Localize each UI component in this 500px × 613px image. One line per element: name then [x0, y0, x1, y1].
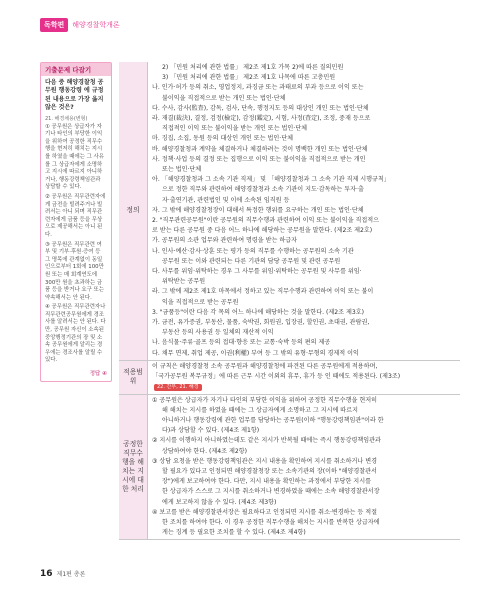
row-body [148, 395, 460, 540]
table-row [119, 361, 460, 395]
row-heading: 정의 [119, 62, 148, 360]
text-line: 마. 징집, 소집, 동원 등의 대상인 개인 또는 법인·단체 [152, 135, 293, 143]
text-line: 부동산 등의 사용권 등 일체의 재산적 이익 [162, 329, 274, 337]
text-line: 다. 사무를 위임·위탁하는 경우 그 사무를 위임·위탁하는 공무원 및 사무를 위임· [152, 268, 362, 276]
exam-badge-line [152, 382, 460, 392]
row-body [148, 62, 460, 360]
question-text: 다음 중 해양경찰청 공무원 행동강령 에 규정된 내용으로 가장 옳지 않은 것은? [45, 79, 104, 112]
text-line: 아니하거나 행동강령에 관한 업무를 담당하는 공무원(이하 "행동강령책임관"이라 한 [162, 416, 384, 424]
question-box-title: 기출문제 다잡기 [41, 63, 111, 76]
answer: 정답 ④ [89, 371, 107, 378]
text-line: 할 필요가 있다고 인정되면 해양경찰청장 또는 소속기관의 장(이하 "해양경찰관서 [162, 467, 377, 475]
option-1: ① 공무원은 상급자가 자기나 타인의 부당한 이익을 위하여 공정한 직무수행을 현저히 해치는 지시를 하였을 때에는 그 사유를 그 상급자에게 소명하고 지시에 따르지 아니하거나, 행동강령책임관과 상담할 수 있다. [45, 123, 104, 191]
text-line: 다. 수사, 감사(監査), 감독, 검사, 단속, 행정지도 등의 대상인 개인 또는 법인·단체 [152, 104, 369, 112]
sidebar [40, 62, 112, 582]
text-line: 로 받는 다른 공무원 중 다음 어느 하나에 해당하는 공무원을 말한다. (제2조 제2호) [152, 227, 373, 235]
text-line: 3. "금품등"이란 다음 각 목의 어느 하나에 해당하는 것을 말한다. (제2조 제3호) [152, 308, 364, 316]
text-line: 다. 채무 면제, 취업 제공, 이권(利權) 부여 등 그 밖의 유형·무형의 경제적 이익 [152, 349, 359, 357]
row-heading: 적용범위 [119, 361, 148, 394]
text-line: 상담하여야 한다. (제4조 제2항) [162, 447, 248, 455]
text-line: 아. 「해양경찰청과 그 소속 기관 직제」 및 「해양경찰청과 그 소속 기관 직제 시행규칙」 [152, 176, 390, 184]
main-table [119, 62, 460, 540]
text-line: ③ 상담 요청을 받은 행동강령책임관은 지시 내용을 확인하여 지시를 취소하거나 변경 [152, 457, 377, 465]
edition-tag: 독학편 [40, 18, 68, 32]
option-3: ③ 공무원은 직무관련 여부 및 기부·후원·증여 등 그 명목에 관계없이 동일인으로부터 1회에 100만 원 또는 매 회계연도에 300만 원을 초과하는 금품 등을 받거나 요구 또는 약속해서는 안 된다. [45, 241, 104, 301]
text-line: 불이익을 직접적으로 받는 개인 또는 법인·단체 [162, 94, 286, 102]
text-line: 나. 음식물·주류·골프 등의 접대·향응 또는 교통·숙박 등의 편의 제공 [152, 339, 331, 347]
text-line: 바. 해양경찰청과 계약을 체결하거나 체결하려는 것이 명백한 개인 또는 법인·단체 [152, 145, 368, 153]
text-line: 한 조치를 하여야 한다. 이 경우 공정한 직무수행을 해치는 지시를 반복한 상급자에 [162, 518, 380, 526]
question-box [40, 62, 112, 382]
part-title: 제1편 총론 [56, 571, 86, 578]
text-line: 사. 정책·사업 등의 결정 또는 집행으로 이익 또는 불이익을 직접적으로 받는 개인 [152, 155, 366, 163]
text-line: ② 지시를 이행하지 아니하였는데도 같은 지시가 반복될 때에는 즉시 행동강령책임관과 [152, 437, 381, 445]
text-line: 3) 「민원 처리에 관한 법률」 제2조 제1호 나목에 따른 고충민원 [162, 74, 336, 82]
text-line: 장")에게 보고하여야 한다. 다만, 지시 내용을 확인하는 과정에서 부당한 지시를 [162, 478, 371, 486]
text-line: 「국가공무원 복무규정」에 따른 근무 시간 이외의 휴무, 휴가 등 인 때에도 적용된다. (제3조) [152, 373, 401, 381]
text-line: ① 공무원은 상급자가 자기나 타인의 부당한 이익을 위하여 공정한 직무수행을 현저히 [152, 396, 377, 404]
text-line: 공무원 또는 이와 관련되는 다른 기관의 담당 공무원 및 관련 공무원 [162, 257, 341, 265]
text-line: 직접적인 이익 또는 불이익을 받는 개인 또는 법인·단체 [162, 125, 308, 133]
question-source: 21. 해경채용(변형) [45, 115, 88, 122]
row-body [148, 361, 460, 394]
text-line: 가. 공무원의 소관 업무와 관련하여 명령을 받는 하급자 [152, 237, 298, 245]
text-line: 이 규칙은 해양경찰청 소속 공무원과 해양경찰청에 파견된 다른 공무원에게 적용하며, [152, 362, 378, 370]
text-line: 자·출연기관, 관련법인 및 이에 소속된 임직원 등 [162, 196, 290, 204]
option-2: ② 공무원은 직무관련자에게 금전을 빌려주거나 빌려서는 아니 되며 직무관련자에게 금품 등을 무상으로 제공해서는 아니 된다. [45, 193, 106, 238]
text-line: 2) 「민원 처리에 관한 법률」 제2조 제1호 가목 2)에 따른 질의민원 [162, 64, 344, 71]
table-row [119, 62, 460, 361]
row-heading: 공정한 직무수행을 해치는 지시에 대한 처리 [119, 395, 148, 540]
text-line: 다)과 상담할 수 있다. (제4조 제1항) [162, 427, 260, 435]
text-line: 나. 인사·예산·감사·상훈 또는 평가 등의 직무를 수행하는 공무원의 소속 기관 [152, 247, 354, 255]
text-line: 해 해치는 지시를 하였을 때에는 그 상급자에게 소명하고 그 지시에 따르지 [162, 406, 358, 414]
text-line: 에게 보고하지 않을 수 있다. (제4조 제3항) [162, 498, 277, 506]
text-line: 나. 인가·허가 등의 취소, 영업정지, 과징금 또는 과태료의 부과 등으로 이익 또는 [152, 84, 364, 92]
text-line: ④ 보고를 받은 해양경찰관서장은 필요하다고 인정되면 지시를 취소·변경하는 등 적절 [152, 508, 377, 516]
text-line: 또는 법인·단체 [162, 166, 202, 174]
text-line: 라. 그 밖에 제2조 제1호 마목에서 정하고 있는 직무수행과 관련하여 이익 또는 불이 [152, 288, 374, 296]
text-line: 익을 직접적으로 받는 공무원 [162, 298, 239, 306]
text-line: 가. 금전, 유가증권, 부동산, 물품, 숙박권, 회원권, 입장권, 할인권, 초대권, 관람권, [152, 319, 370, 327]
text-line: 으로 정한 직무와 관련하여 해양경찰청과 소속 기관이 지도·감독하는 투자·출 [162, 186, 364, 194]
text-line: 2. "직무관련공무원"이란 공무원의 직무수행과 관련하여 이익 또는 불이익을 직접적으 [152, 217, 380, 225]
option-4: ④ 공무원은 직무관련자나 직무관련공무원에게 경조사를 알려서는 안 된다. 다만, 공무원 자신이 소속된 중앙행정기관의 장 및 소속 공무원에게 알리는 경우에는 경조사를 알릴 수 있다. [45, 304, 106, 364]
text-line: 위탁받는 공무원 [162, 278, 206, 286]
table-row [119, 395, 460, 541]
page-number: 16 [40, 569, 53, 579]
subject-title: 해양경찰학개론 [72, 21, 120, 29]
text-line: 게는 징계 등 필요한 조치를 할 수 있다. (제4조 제4항) [162, 529, 306, 537]
text-line: 한 상급자가 스스로 그 지시를 취소하거나 변경하였을 때에는 소속 해양경찰관서장 [162, 488, 380, 496]
page-footer [40, 569, 85, 579]
exam-badge: 22. 간부, 21. 해경 [154, 384, 202, 391]
text-line: 자. 그 밖에 해양경찰청장이 대해서 특정한 행위를 요구하는 개인 또는 법인·단체 [152, 206, 364, 214]
text-line: 라. 재결(裁決), 결정, 검정(檢定), 감정(鑑定), 시험, 사정(査定), 조정, 중재 등으로 [152, 115, 371, 123]
page-header [40, 18, 120, 32]
